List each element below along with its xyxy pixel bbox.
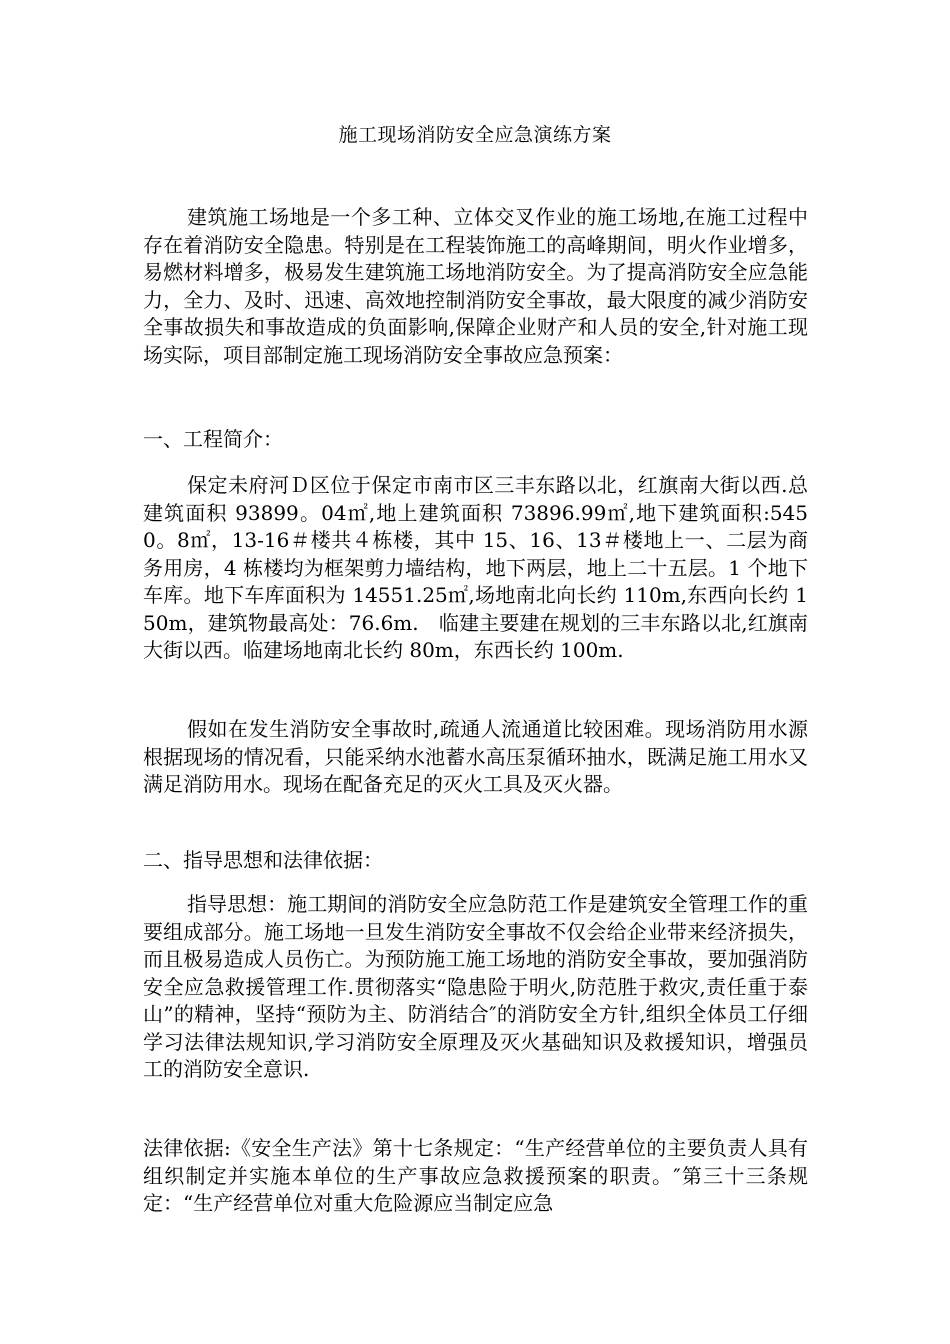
intro-paragraph: 建筑施工场地是一个多工种、立体交叉作业的施工场地,在施工过程中存在着消防安全隐患。特别是在工程装饰施工的高峰期间，明火作业增多，易燃材料增多，极易发生建筑施工场地消防安全。为了提高消防安全应急能力，全力、及时、迅速、高效地控制消防安全事故，最大限度的减少消防安全事故损失和事故造成的负面影响,保障企业财产和人员的安全,针对施工现场实际，项目部制定施工现场消防安全事故应急预案： xyxy=(143,205,808,367)
guiding-principles-paragraph: 指导思想：施工期间的消防安全应急防范工作是建筑安全管理工作的重要组成部分。施工场地一旦发生消防安全事故不仅会给企业带来经济损失，而且极易造成人员伤亡。为预防施工施工场地的消防安全事故，要加强消防安全应急救援管理工作.贯彻落实“隐患险于明火,防范胜于救灾,责任重于泰山”的精神，坚持“预防为主、防消结合″的消防安全方针,组织全体员工仔细学习法律法规知识,学习消防安全原理及灭火基础知识及救援知识，增强员工的消防安全意识. xyxy=(143,892,808,1081)
project-overview-paragraph: 保定未府河Ｄ区位于保定市南市区三丰东路以北，红旗南大街以西.总建筑面积 93899。04㎡,地上建筑面积 73896.99㎡,地下建筑面积:5450。8㎡，13-16＃楼共４栋楼，其中 15、16、13＃楼地上一、二层为商务用房，4 栋楼均为框架剪力墙结构，地下两层，地上二十五层。1 个地下车库。地下车库面积为 14551.25㎡,场地南北向长约 110m,东西向长约 150m，建筑物最高处：76.6m. 临建主要建在规划的三丰东路以北,红旗南大街以西。临建场地南北长约 80m，东西长约 100m. xyxy=(143,473,808,662)
section-heading-project-overview: 一、工程简介： xyxy=(143,427,283,451)
document-title: 施工现场消防安全应急演练方案 xyxy=(338,124,612,146)
section-heading-guiding-principles: 二、指导思想和法律依据： xyxy=(143,848,383,872)
legal-basis-paragraph: 法律依据:《安全生产法》第十七条规定：“生产经营单位的主要负责人具有组织制定并实施本单位的生产事故应急救援预案的职责。″第三十三条规定：“生产经营单位对重大危险源应当制定应急 xyxy=(143,1136,808,1215)
fire-risk-paragraph: 假如在发生消防安全事故时,疏通人流通道比较困难。现场消防用水源根据现场的情况看，只能采纳水池蓄水高压泵循环抽水，既满足施工用水又满足消防用水。现场在配备充足的灭火工具及灭火器。 xyxy=(143,717,808,796)
